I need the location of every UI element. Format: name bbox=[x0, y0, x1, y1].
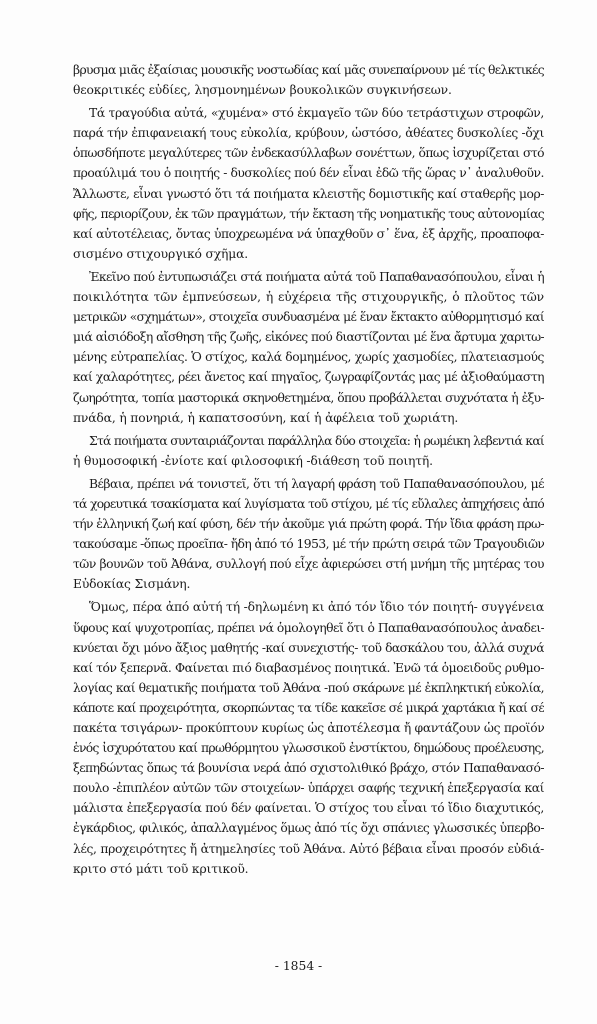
text-line: λογίας καί θεματικῆς ποιήματα τοῦ Ἀθάνα -πού σκάρωνε μέ ἐκπληκτική εὐκολία, bbox=[73, 680, 544, 695]
text-line: τῶν βουνῶν τοῦ Ἀθάνα, συλλογή πού εἶχε ἀφιερώσει στή μνήμη τῆς μητέρας του bbox=[73, 557, 544, 572]
text-line: μάλιστα ἐπεξεργασία πού δέν φαίνεται. Ὁ στίχος του εἶναι τό ἴδιο διαχυτικός, bbox=[73, 801, 544, 816]
text-line: ὕφους καί ψυχοτροπίας, πρέπει νά ὁμολογηθεῖ ὅτι ὁ Παπαθανασόπουλος ἀναδει- bbox=[73, 620, 544, 635]
text-line: καί χαλαρότητες, ρέει ἄνετος καί πηγαῖος, ζωγραφίζοντάς μας μέ ἀξιοθαύμαστη bbox=[73, 370, 544, 385]
text-line: φῆς, περιορίζουν, ἐκ τῶν πραγμάτων, τήν ἔκταση τῆς νοηματικῆς τους αὐτονομίας bbox=[73, 206, 544, 221]
text-line: Ἄλλωστε, εἶναι γνωστό ὅτι τά ποιήματα κλειστῆς δομιστικῆς καί σταθερῆς μορ- bbox=[73, 186, 544, 201]
text-line: Στά ποιήματα συνταιριάζονται παράλληλα δύο στοιχεῖα: ἡ ρωμέικη λεβεντιά καί bbox=[89, 433, 544, 448]
text-line: μετρικῶν «σχημάτων», στοιχεῖα συνδυασμένα μέ ἕναν ἔκτακτο αὐθορμητισμό καί bbox=[73, 310, 544, 325]
text-line: ὁπωσδήποτε μεγαλύτερες τῶν ἐνδεκασύλλαβων σονέττων, ὅπως ἰσχυρίζεται στό bbox=[73, 146, 544, 161]
text-line: μιά αἰσιόδοξη αἴσθηση τῆς ζωῆς, εἰκόνες πού διαστίζονται μέ ἕνα ἄρτυμα χαριτω- bbox=[73, 330, 544, 345]
text-line: βρυσμα μιᾶς ἐξαίσιας μουσικῆς νοστωδίας καί μᾶς συνεπαίρνουν μέ τίς θελκτικές bbox=[73, 63, 544, 77]
text-line: Τά τραγούδια αὐτά, «χυμένα» στό ἐκμαγεῖο τῶν δύο τετράστιχων στροφῶν, bbox=[89, 106, 544, 121]
text-line: θεοκριτικές εὐδίες, λησμονημένων βουκολικῶν συγκινήσεων. bbox=[73, 83, 452, 98]
text-line: καί τόν ξεπερνᾶ. Φαίνεται πιό διαβασμένος ποιητικά. Ἐνῶ τά ὁμοειδοῦς ρυθμο- bbox=[73, 660, 544, 675]
text-line: ἑνός ἰσχυρότατου καί πρωθόρμητου γλωσσικοῦ ἐνστίκτου, δημώδους προέλευσης, bbox=[73, 741, 544, 756]
text-line: Ὅμως, πέρα ἀπό αὐτή τή -δηλωμένη κι ἀπό τόν ἴδιο τόν ποιητή- συγγένεια bbox=[89, 600, 544, 615]
text-line: ποικιλότητα τῶν ἐμπνεύσεων, ἡ εὐχέρεια τῆς στιχουργικῆς, ὁ πλοῦτος τῶν bbox=[73, 290, 544, 305]
paragraph bbox=[73, 597, 544, 878]
text-line: κάποτε καί προχειρότητα, σκορπώντας τα τίδε κακεῖσε σέ μικρά χαρτάκια ἤ καί σέ bbox=[73, 700, 544, 715]
text-line: λές, προχειρότητες ἤ ἀτημελησίες τοῦ Ἀθάνα. Αὐτό βέβαια εἶναι προσόν εὐδιά- bbox=[73, 841, 544, 856]
text-line: πουλο -ἐπιπλέον αὐτῶν τῶν στοιχείων- ὑπάρχει σαφής τεχνική ἐπεξεργασία καί bbox=[73, 781, 544, 796]
paragraph bbox=[73, 474, 544, 595]
text-line: προαύλιμά του ὁ ποιητής - δυσκολίες πού δέν εἶναι ἐδῶ τῆς ὥρας ν᾽ ἀναλυθοῦν. bbox=[73, 166, 544, 181]
text-line: κριτο στό μάτι τοῦ κριτικοῦ. bbox=[73, 861, 249, 876]
text-line: τά χορευτικά τσακίσματα καί λυγίσματα τοῦ στίχου, μέ τίς εὔλαλες ἀπηχήσεις ἀπό bbox=[73, 496, 544, 511]
text-line: πακέτα τσιγάρων- προκύπτουν κυρίως ὡς ἀποτέλεσμα ἤ φαντάζουν ὡς προϊόν bbox=[73, 721, 544, 735]
paragraph bbox=[73, 60, 544, 100]
text-line: σισμένο στιχουργικό σχῆμα. bbox=[73, 246, 249, 261]
text-line: ζωηρότητα, τοπία μαστορικά σκηνοθετημένα, ὅπου προβάλλεται συχνότατα ἡ ἐξυ- bbox=[73, 390, 544, 405]
text-line: κνύεται ὄχι μόνο ἄξιος μαθητής -καί συνεχιστής- τοῦ δασκάλου του, ἀλλά συχνά bbox=[73, 640, 544, 655]
text-line: παρά τήν ἐπιφανειακή τους εὐκολία, κρύβουν, ὡστόσο, ἀθέατες δυσκολίες -ὄχι bbox=[73, 126, 544, 141]
body-text bbox=[73, 60, 544, 879]
page-number: - 1854 - bbox=[274, 959, 323, 973]
text-line: μένης εὐτραπελίας. Ὁ στίχος, καλά δομημένος, χωρίς χασμοδίες, πλατειασμούς bbox=[73, 350, 544, 365]
paragraph bbox=[73, 267, 544, 428]
text-line: πνάδα, ἡ πονηριά, ἡ καπατσοσύνη, καί ἡ ἀφέλεια τοῦ χωριάτη. bbox=[73, 410, 459, 425]
text-line: ἐγκάρδιος, φιλικός, ἀπαλλαγμένος ὅμως ἀπό τίς ὄχι σπάνιες γλωσσικές ὑπερβο- bbox=[73, 821, 544, 836]
text-line: ἡ θυμοσοφική -ἐνίοτε καί φιλοσοφική -διάθεση τοῦ ποιητῆ. bbox=[73, 453, 433, 468]
text-line: τακούσαμε -ὅπως προεῖπα- ἤδη ἀπό τό 1953, μέ τήν πρώτη σειρά τῶν Τραγουδιῶν bbox=[73, 537, 544, 552]
text-line: καί αὐτοτέλειας, ὄντας ὑποχρεωμένα νά ὑπαχθοῦν σ᾽ ἕνα, ἐξ ἀρχῆς, προαποφα- bbox=[73, 226, 544, 241]
paragraph bbox=[73, 103, 544, 264]
text-line: τήν ἑλληνική ζωή καί φύση, δέν τήν ἀκοῦμε γιά πρώτη φορά. Τήν ἴδια φράση πρω- bbox=[73, 517, 544, 532]
text-line: ξεπηδώντας ὅπως τά βουνίσια νερά ἀπό σχιστολιθικό βράχο, στόν Παπαθανασό- bbox=[73, 761, 544, 776]
paragraph bbox=[73, 431, 544, 471]
text-line: Βέβαια, πρέπει νά τονιστεῖ, ὅτι τή λαγαρή φράση τοῦ Παπαθανασόπουλου, μέ bbox=[89, 476, 544, 491]
text-line: Εὐδοκίας Σισμάνη. bbox=[73, 577, 191, 592]
text-line: Ἐκεῖνο πού ἐντυπωσιάζει στά ποιήματα αὐτά τοῦ Παπαθανασόπουλου, εἶναι ἡ bbox=[89, 269, 544, 284]
